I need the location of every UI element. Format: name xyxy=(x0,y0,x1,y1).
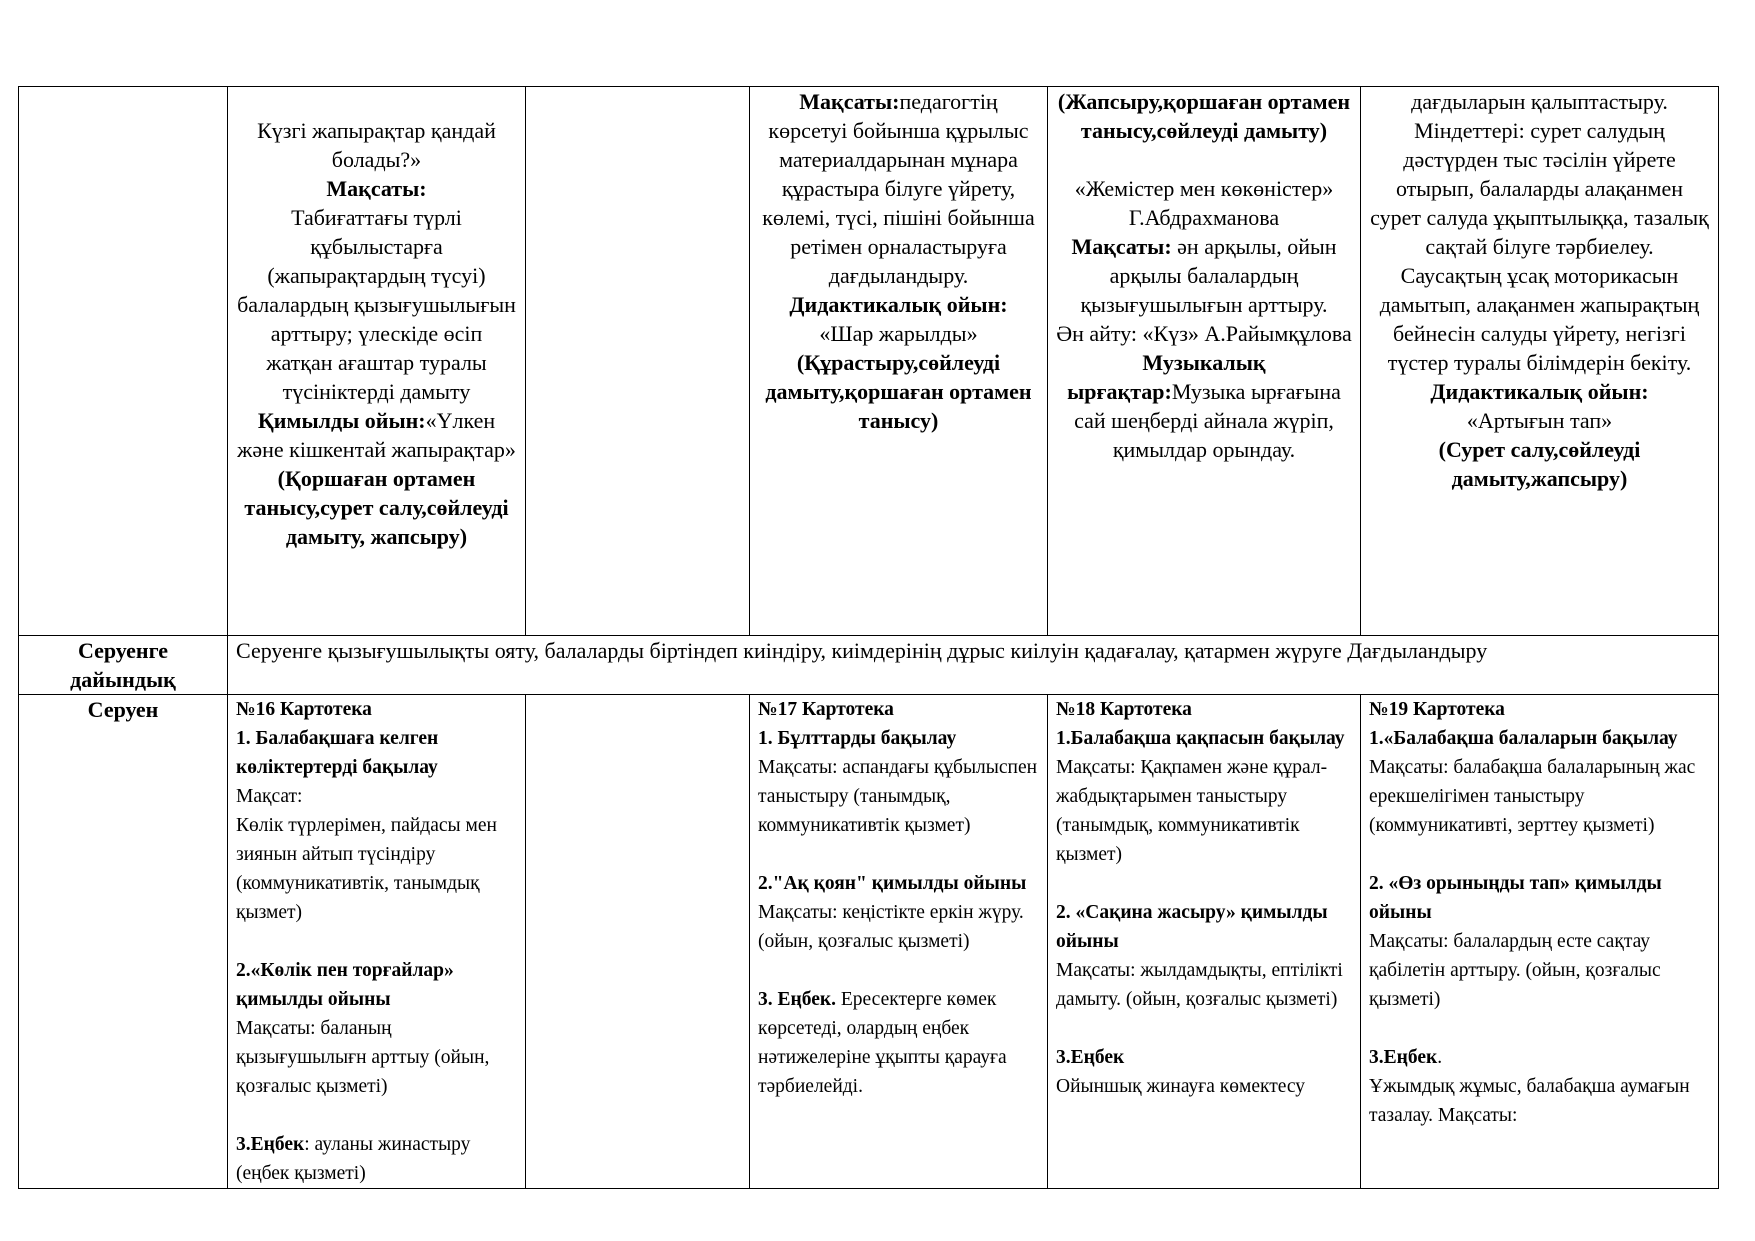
bold-text: №19 Картотека xyxy=(1369,699,1505,720)
cell-paragraph xyxy=(1369,753,1710,840)
cell-paragraph xyxy=(236,203,517,406)
walk-label: Серуен xyxy=(19,695,228,1189)
cell-paragraph xyxy=(1056,87,1352,145)
cell-paragraph xyxy=(758,695,1039,724)
walk-cell xyxy=(228,695,526,1189)
body-text: Мақсаты: баланың қызығушылығн арттыу (ойын, қозғалыс қызметі) xyxy=(236,1018,490,1097)
cell-paragraph xyxy=(1369,695,1710,724)
activity-cell xyxy=(1361,87,1719,636)
schedule-table xyxy=(18,86,1719,1189)
cell-paragraph xyxy=(1369,406,1710,435)
activity-cell xyxy=(750,87,1048,636)
body-text: Мақсаты: балалардың есте сақтау қабілетін арттыру. (ойын, қозғалыс қызметі) xyxy=(1369,931,1661,1010)
body-text: Мақсат: xyxy=(236,786,303,807)
body-text: Көлік түрлерімен, пайдасы мен зиянын айтып түсіндіру (коммуникативтік, танымдық қызмет) xyxy=(236,815,497,923)
cell-paragraph xyxy=(1056,1043,1352,1072)
cell-paragraph xyxy=(236,406,517,464)
walk-cell xyxy=(750,695,1048,1189)
bold-text: Қимылды ойын: xyxy=(257,408,426,433)
cell-paragraph xyxy=(1369,87,1710,261)
body-text: Ересектерге көмек көрсетеді, олардың еңбек нәтижелеріне ұқыпты қарауға тәрбиелейді. xyxy=(758,989,1007,1097)
cell-paragraph xyxy=(1369,840,1710,869)
cell-paragraph xyxy=(236,1130,517,1188)
cell-paragraph xyxy=(236,87,517,116)
bold-text: 3.Еңбек xyxy=(1056,1047,1125,1068)
cell-paragraph xyxy=(758,87,1039,290)
cell-paragraph xyxy=(236,695,517,724)
walk-cell xyxy=(1048,695,1361,1189)
body-text: педагогтің көрсетуі бойынша құрылыс материалдарынан мұнара құрастыра білуге үйрету, көлемі, түсі, пішіні бойынша ретімен орналастыруға дағдыландыру. xyxy=(762,89,1035,288)
cell-paragraph xyxy=(1369,377,1710,406)
cell-paragraph xyxy=(1369,1043,1710,1072)
walk-prep-label: Серуенге дайындық xyxy=(19,636,228,695)
cell-paragraph xyxy=(236,116,517,174)
bold-text: 2. «Өз орыныңды тап» қимылды ойыны xyxy=(1369,873,1662,923)
cell-paragraph xyxy=(1056,898,1352,956)
cell-paragraph xyxy=(1056,145,1352,174)
cell-paragraph xyxy=(758,753,1039,840)
cell-paragraph xyxy=(1056,753,1352,869)
cell-paragraph xyxy=(758,840,1039,869)
bold-text: Дидактикалық ойын: xyxy=(789,292,1008,317)
cell-paragraph xyxy=(1056,1014,1352,1043)
body-text: Мақсаты: Қақпамен және құрал-жабдықтарымен таныстыру (танымдық, коммуникативтік қызмет) xyxy=(1056,757,1328,865)
walk-row xyxy=(19,695,1719,1189)
activity-cell xyxy=(228,87,526,636)
cell-paragraph xyxy=(758,724,1039,753)
body-text: Ойыншық жинауға көмектесу xyxy=(1056,1076,1306,1097)
body-text: «Жемістер мен көкөністер» Г.Абдрахманова xyxy=(1074,176,1334,230)
cell-paragraph xyxy=(1056,319,1352,348)
bold-text: 2. «Сақина жасыру» қимылды ойыны xyxy=(1056,902,1328,952)
body-text: Мақсаты: жылдамдықты, ептілікті дамыту. (ойын, қозғалыс қызметі) xyxy=(1056,960,1343,1010)
cell-paragraph xyxy=(758,898,1039,956)
cell-paragraph xyxy=(1056,695,1352,724)
body-text: Мақсаты: кеңістікте еркін жүру. (ойын, қозғалыс қызметі) xyxy=(758,902,1024,952)
bold-text: 2."Ақ қоян" қимылды ойыны xyxy=(758,873,1027,894)
bold-text: 1.«Балабақша балаларын бақылау xyxy=(1369,728,1678,749)
walk-cell-empty xyxy=(526,695,750,1189)
cell-paragraph xyxy=(758,956,1039,985)
bold-text: Мақсаты: xyxy=(799,89,900,114)
cell-paragraph xyxy=(236,1101,517,1130)
activity-cell xyxy=(1048,87,1361,636)
bold-text: №18 Картотека xyxy=(1056,699,1192,720)
walk-prep-text: Серуенге қызығушылықты ояту, балаларды біртіндеп киіндіру, киімдерінің дұрыс киілуін қадағалау, қатармен жүруге Дағдыландыру xyxy=(228,636,1719,695)
bold-text: (Қоршаған ортамен танысу,сурет салу,сөйлеуді дамыту, жапсыру) xyxy=(244,466,509,549)
body-text: Мақсаты: аспандағы құбылыспен таныстыру (танымдық, коммуникативтік қызмет) xyxy=(758,757,1038,836)
cell-paragraph xyxy=(236,724,517,782)
bold-text: 3. Еңбек. xyxy=(758,989,836,1010)
row-label-cell xyxy=(19,87,228,636)
body-text: Күзгі жапырақтар қандай болады?» xyxy=(257,118,496,172)
cell-paragraph xyxy=(1056,348,1352,464)
cell-paragraph xyxy=(1369,435,1710,493)
bold-text: №16 Картотека xyxy=(236,699,372,720)
bold-text: (Сурет салу,сөйлеуді дамыту,жапсыру) xyxy=(1438,437,1641,491)
bold-text: Мақсаты: xyxy=(326,176,427,201)
cell-paragraph xyxy=(1369,724,1710,753)
cell-paragraph xyxy=(1369,869,1710,927)
body-text: Табиғаттағы түрлі құбылыстарға (жапырақтардың түсуі) балалардың қызығушылығын арттыру; үлескіде өсіп жатқан ағаштар туралы түсініктерді дамыту xyxy=(237,205,516,404)
cell-paragraph xyxy=(1369,1014,1710,1043)
body-text: Ән айту: «Күз» А.Райымқұлова xyxy=(1056,321,1352,346)
cell-paragraph xyxy=(1056,724,1352,753)
cell-paragraph xyxy=(1056,956,1352,1014)
cell-paragraph xyxy=(1056,174,1352,232)
bold-text: 1.Балабақша қақпасын бақылау xyxy=(1056,728,1345,749)
cell-paragraph xyxy=(236,811,517,927)
cell-paragraph xyxy=(758,348,1039,435)
walk-prep-row xyxy=(19,636,1719,695)
cell-paragraph xyxy=(236,174,517,203)
cell-paragraph xyxy=(1056,1072,1352,1101)
cell-paragraph xyxy=(236,956,517,1014)
cell-paragraph xyxy=(1056,232,1352,319)
cell-paragraph xyxy=(236,927,517,956)
cell-paragraph xyxy=(758,319,1039,348)
bold-text: (Құрастыру,сөйлеуді дамыту,қоршаған ортамен танысу) xyxy=(765,350,1032,433)
bold-text: (Жапсыру,қоршаған ортамен танысу,сөйлеуді дамыту) xyxy=(1057,89,1351,143)
bold-text: Музыкалық ырғақтар: xyxy=(1067,350,1266,404)
bold-text: №17 Картотека xyxy=(758,699,894,720)
body-text: : ауланы жинастыру (еңбек қызметі) xyxy=(236,1134,471,1184)
activities-row xyxy=(19,87,1719,636)
body-text: Мақсаты: балабақша балаларының жас ерекшелігімен таныстыру (коммуникативті, зерттеу қызметі) xyxy=(1369,757,1696,836)
cell-paragraph xyxy=(758,869,1039,898)
bold-text: 3.Еңбек xyxy=(236,1134,305,1155)
body-text: дағдыларын қалыптастыру. Міндеттері: сурет салудың дәстүрден тыс тәсілін үйрете отырып, балаларды алақанмен сурет салуда ұқыптылыққа, тазалық сақтай білуге тәрбиелеу. xyxy=(1370,89,1709,259)
cell-paragraph xyxy=(1369,261,1710,377)
bold-text: 1. Балабақшаға келген көліктертерді бақылау xyxy=(236,728,439,778)
bold-text: Дидактикалық ойын: xyxy=(1430,379,1649,404)
body-text: «Артығын тап» xyxy=(1466,408,1613,433)
walk-cell xyxy=(1361,695,1719,1189)
cell-paragraph xyxy=(236,464,517,551)
body-text: «Шар жарылды» xyxy=(819,321,978,346)
cell-paragraph xyxy=(1369,1072,1710,1130)
body-text: Саусақтың ұсақ моторикасын дамытып, алақанмен жапырақтың бейнесін салуды үйрету, негізгі түстер туралы білімдерін бекіту. xyxy=(1379,263,1700,375)
bold-text: 3.Еңбек xyxy=(1369,1047,1438,1068)
cell-paragraph xyxy=(236,782,517,811)
body-text: . xyxy=(1437,1047,1443,1068)
bold-text: Мақсаты: xyxy=(1071,234,1172,259)
bold-text: 1. Бұлттарды бақылау xyxy=(758,728,957,749)
body-text: Музыка ырғағына сай шеңберді айнала жүріп, қимылдар орындау. xyxy=(1074,379,1341,462)
cell-paragraph xyxy=(1056,869,1352,898)
cell-paragraph xyxy=(758,985,1039,1101)
bold-text: 2.«Көлік пен торғайлар» қимылды ойыны xyxy=(236,960,454,1010)
cell-paragraph xyxy=(236,1014,517,1101)
activity-cell xyxy=(526,87,750,636)
body-text: «Үлкен және кішкентай жапырақтар» xyxy=(237,408,516,462)
body-text: Ұжымдық жұмыс, балабақша аумағын тазалау. Мақсаты: xyxy=(1369,1076,1690,1126)
cell-paragraph xyxy=(758,290,1039,319)
body-text: ән арқылы, ойын арқылы балалардың қызығушылығын арттыру. xyxy=(1080,234,1337,317)
cell-paragraph xyxy=(1369,927,1710,1014)
